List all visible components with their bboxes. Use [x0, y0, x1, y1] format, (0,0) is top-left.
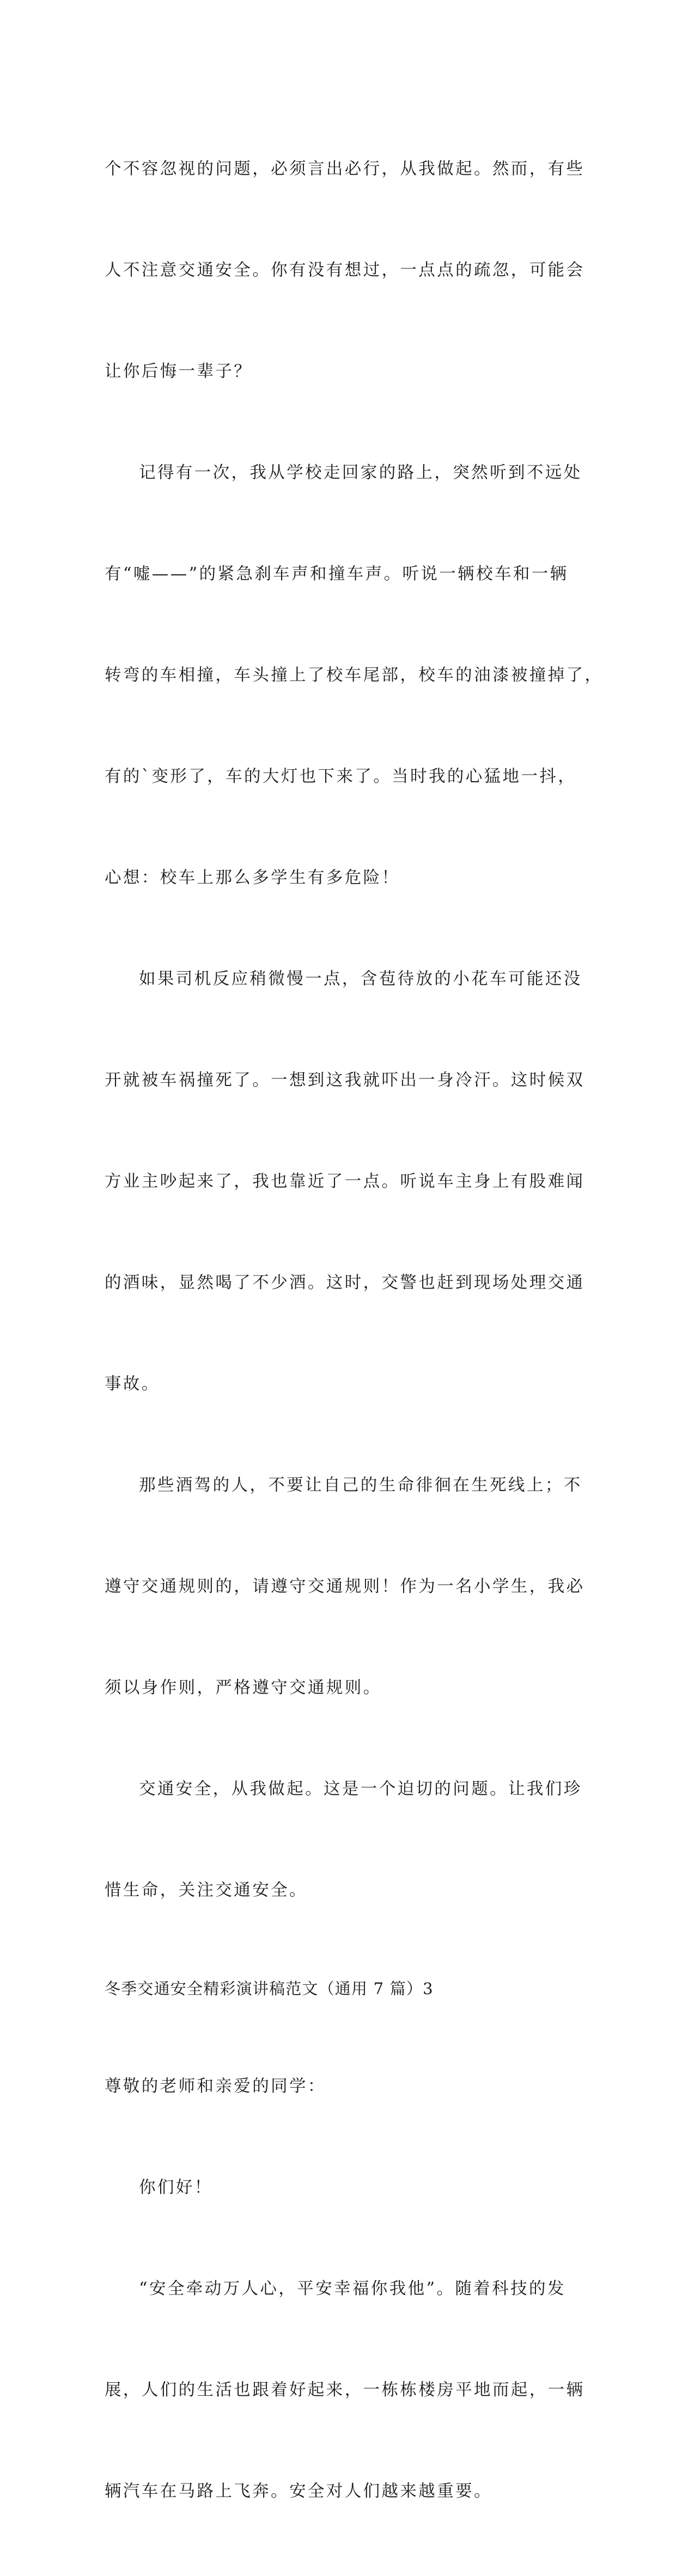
paragraph-first-line: “安全牵动万人心，平安幸福你我他”。随着科技的发: [139, 2279, 566, 2298]
text-line: 转弯的车相撞，车头撞上了校车尾部，校车的油漆被撞掉了，: [105, 666, 604, 685]
text-line: 辆汽车在马路上飞奔。安全对人们越来越重要。: [105, 2482, 492, 2501]
text-line: 个不容忽视的问题，必须言出必行，从我做起。然而，有些: [105, 160, 585, 179]
greeting: 你们好！: [139, 2178, 213, 2197]
paragraph-first-line: 那些酒驾的人，不要让自己的生命徘徊在生死线上；不: [139, 1476, 582, 1495]
section-heading: 冬季交通安全精彩演讲稿范文（通用 7 篇）3: [105, 1979, 434, 1998]
text-line: 有“嘘——”的紧急刹车声和撞车声。听说一辆校车和一辆: [105, 565, 569, 584]
text-line: 人不注意交通安全。你有没有想过，一点点的疏忽，可能会: [105, 261, 585, 280]
text-line: 心想：校车上那么多学生有多危险！: [105, 868, 400, 887]
paragraph-first-line: 记得有一次，我从学校走回家的路上，突然听到不远处: [139, 463, 582, 482]
document-body: [105, 85, 604, 2576]
salutation: 尊敬的老师和亲爱的同学：: [105, 2077, 326, 2096]
text-line: 事故。: [105, 1375, 160, 1394]
text-line: 须以身作则，严格遵守交通规则。: [105, 1678, 382, 1697]
text-line: 有的`变形了，车的大灯也下来了。当时我的心猛地一抖，: [105, 767, 577, 786]
paragraph-first-line: 交通安全，从我做起。这是一个迫切的问题。让我们珍: [139, 1780, 582, 1799]
paragraph-first-line: 如果司机反应稍微慢一点，含苞待放的小花车可能还没: [139, 970, 582, 989]
text-line: 惜生命，关注交通安全。: [105, 1881, 308, 1900]
text-line: 方业主吵起来了，我也靠近了一点。听说车主身上有股难闻: [105, 1172, 585, 1191]
text-line: 开就被车祸撞死了。一想到这我就吓出一身冷汗。这时候双: [105, 1071, 585, 1090]
text-line: 展，人们的生活也跟着好起来，一栋栋楼房平地而起，一辆: [105, 2381, 585, 2400]
text-line: 的酒味，显然喝了不少酒。这时，交警也赶到现场处理交通: [105, 1273, 585, 1292]
text-line: 遵守交通规则的，请遵守交通规则！作为一名小学生，我必: [105, 1577, 585, 1596]
text-line: 让你后悔一辈子？: [105, 362, 253, 381]
